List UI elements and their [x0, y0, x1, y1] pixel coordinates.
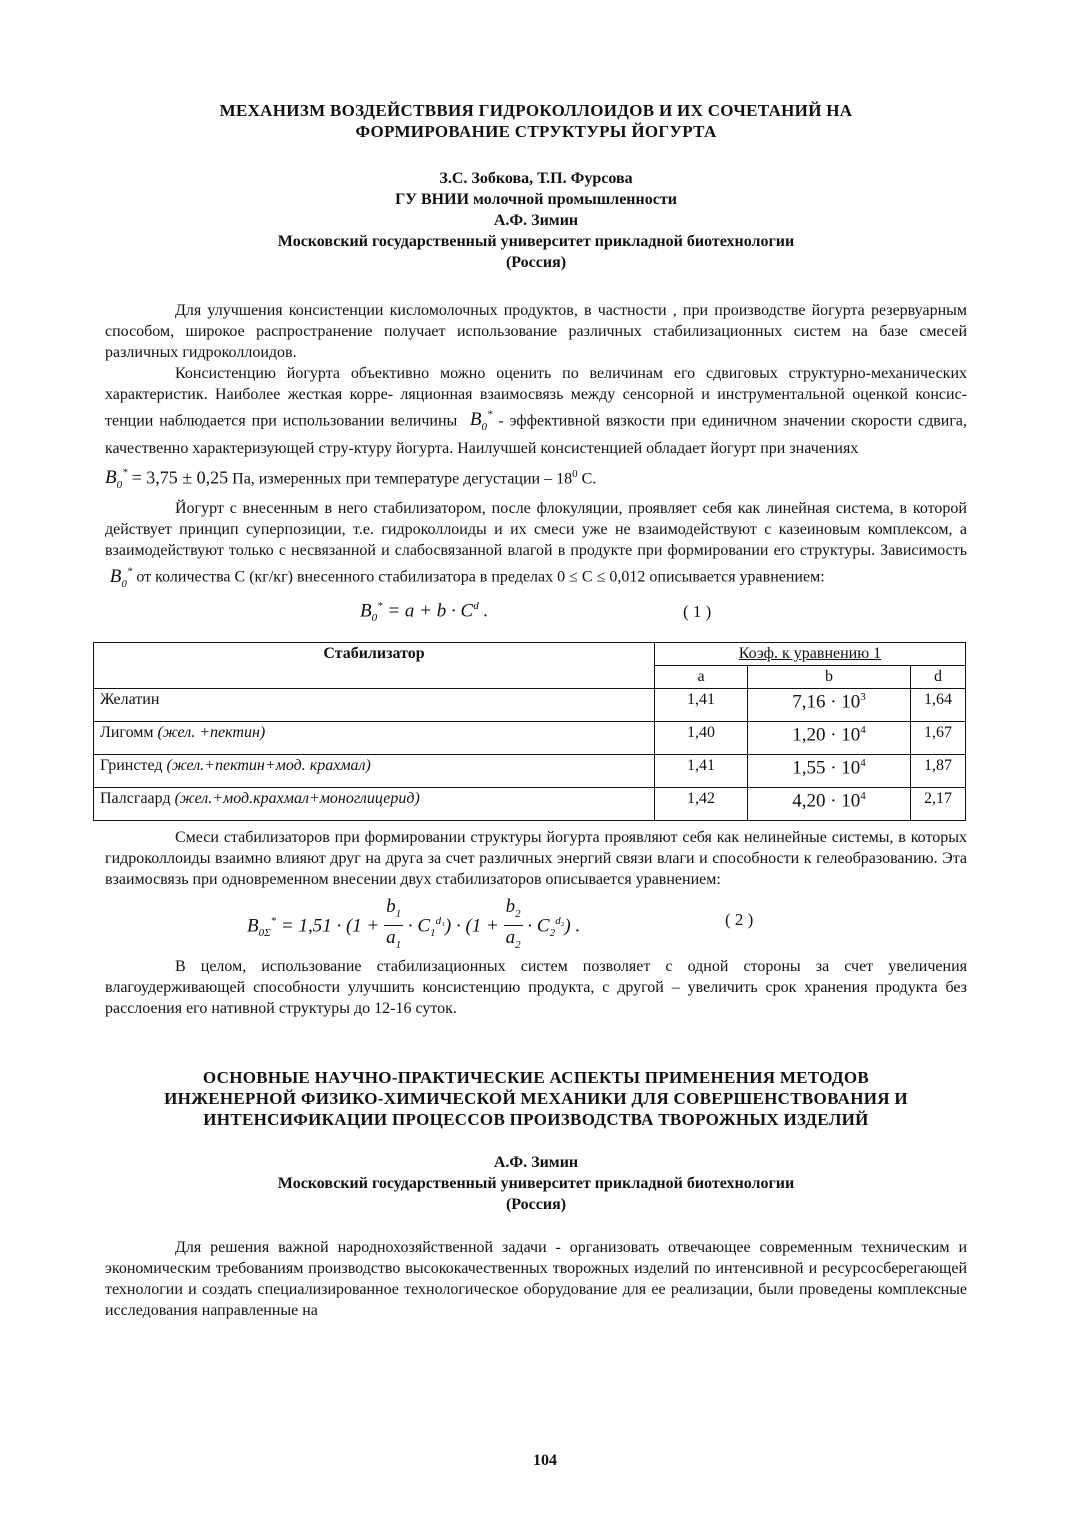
table-header-b: b — [748, 666, 911, 689]
country-line: (Россия) — [505, 1196, 567, 1214]
page-number: 104 — [533, 1452, 557, 1469]
country-line: (Россия) — [505, 254, 567, 271]
table-header-coef: Коэф. к уравнению 1 — [655, 643, 966, 666]
table-header-stabilizer: Стабилизатор — [94, 643, 655, 689]
table-row: Лигомм (жел. +пектин) 1,40 $1,20 \cdot 10^4$ 1,67 — [94, 722, 966, 755]
article2-authors-block — [105, 1152, 967, 1215]
affiliation-line: ГУ ВНИИ молочной промышленности — [395, 191, 677, 208]
authors-line: А.Ф. Зимин — [493, 212, 579, 229]
article1-authors-block — [105, 168, 967, 273]
paragraph-4: Смеси стабилизаторов при формировании структуры йогурта проявляют себя как нелинейные системы, в которых гидроколлоиды взаимно влияют друг на друга за счет различных энергий связи влаги и способности к гелеобразованию. Эта взаимосвязь при одновременном внесении двух стабилизаторов описывается уравнением: — [105, 829, 967, 889]
paragraph-2-value: $B_0^* = 3,75 \pm 0,25$ Па, измеренных при температуре дегустации – $18^0$ C. — [105, 467, 597, 492]
table-row: Палсгаард (жел.+мод.крахмал+моноглицерид) 1,42 $4,20 \cdot 10^4$ 2,17 — [94, 788, 966, 821]
article2-title: ОСНОВНЫЕ НАУЧНО-ПРАКТИЧЕСКИЕ АСПЕКТЫ ПРИМЕНЕНИЯ МЕТОДОВ ИНЖЕНЕРНОЙ ФИЗИКО-ХИМИЧЕСКОЙ МЕХАНИКИ ДЛЯ СОВЕРШЕНСТВОВАНИЯ И ИНТЕНСИФИКАЦИИ ПРОЦЕССОВ ПРОИЗВОДСТВА ТВОРОЖНЫХ ИЗДЕЛИЙ — [164, 1068, 908, 1130]
table-header-a: a — [655, 666, 748, 689]
article2-paragraph-1: Для решения важной народнохозяйственной задачи - организовать отвечающее современным техническим и экономическим требованиям производство высококачественных творожных изделий по интенсивной и ресурсосберегающей технологии и создать специализированное технологическое оборудование для ее реализации, были проведены комплексные исследования направленные на — [105, 1239, 967, 1320]
b0-star-symbol: $B_0^*$ — [463, 409, 493, 434]
table-header-d: d — [911, 666, 966, 689]
article1-title: МЕХАНИЗМ ВОЗДЕЙСТВВИЯ ГИДРОКОЛЛОИДОВ И ИХ СОЧЕТАНИЙ НА ФОРМИРОВАНИЕ СТРУКТУРЫ ЙОГУРТА — [219, 101, 853, 141]
affiliation-line: Московский государственный университет прикладной биотехнологии — [277, 1175, 795, 1193]
affiliation-line: Московский государственный университет прикладной биотехнологии — [277, 233, 795, 250]
b0-star-symbol: $B_0^*$ — [105, 467, 128, 492]
equation-2-number: ( 2 ) — [725, 910, 754, 930]
stabilizer-table — [93, 642, 966, 821]
equation-1-number: ( 1 ) — [683, 602, 712, 622]
document-page — [100, 96, 968, 1321]
authors-line: З.С. Зобкова, Т.П. Фурсова — [439, 170, 633, 187]
paragraph-2: Консистенцию йогурта объективно можно оценить по величинам его сдвиговых структурно-механических характеристик. Наиболее жесткая корре- ляционная взаимосвязь между сенсорной и инструментальной оценкой консис-тенции наблюдается при использовании величины $B_0^*$ - эффективной вязкости при единичном значении скорости сдвига, качественно характеризующей стру-ктуру йогурта. Наилучшей консистенцией обладает йогурт при значениях — [105, 365, 968, 458]
paragraph-3: Йогурт с внесенным в него стабилизатором, после флокуляции, проявляет себя как линейная система, в которой действует принцип суперпозиции, т.е. гидроколлоиды и их смеси уже не взаимодействуют с казеиновым комплексом, а взаимодействуют только с несвязанной и слабосвязанной влагой в продукте при формировании его структуры. Зависимость $B_0^*$ от количества С (кг/кг) внесенного стабилизатора в пределах 0 ≤ C ≤ 0,012 описывается уравнением: — [105, 500, 967, 590]
table-row: Желатин 1,41 $7,16 \cdot 10^3$ 1,64 — [94, 689, 966, 722]
equation-2: $B_{0\Sigma}^* = 1,51 \cdot (1$ + $\frac{b_1}{a_1}$ · $C_1^{d_1}) \cdot (1$ + $\frac{b_2}{a_2}$ · $C_2^{d_2}$) . ( 2 ) — [247, 896, 754, 951]
equation-1: $B_0^* = a + b \cdot C^d$ . ( 1 ) — [360, 600, 712, 625]
paragraph-5: В целом, использование стабилизационных систем позволяет с одной стороны за счет увеличения влагоудерживающей способности улучшить консистенцию продукта, с другой – увеличить срок хранения продукта без расслоения его нативной структуры до 12-16 суток. — [105, 958, 967, 1018]
authors-line: А.Ф. Зимин — [493, 1154, 579, 1172]
table-row: Гринстед (жел.+пектин+мод. крахмал) 1,41 $1,55 \cdot 10^4$ 1,87 — [94, 755, 966, 788]
paragraph-1: Для улучшения консистенции кисломолочных продуктов, в частности , при производстве йогурта резервуарным способом, широкое распространение получает использование различных стабилизационных систем на базе смесей различных гидроколлоидов. — [105, 302, 967, 361]
b0-star-symbol: $B_0^*$ — [105, 565, 133, 590]
